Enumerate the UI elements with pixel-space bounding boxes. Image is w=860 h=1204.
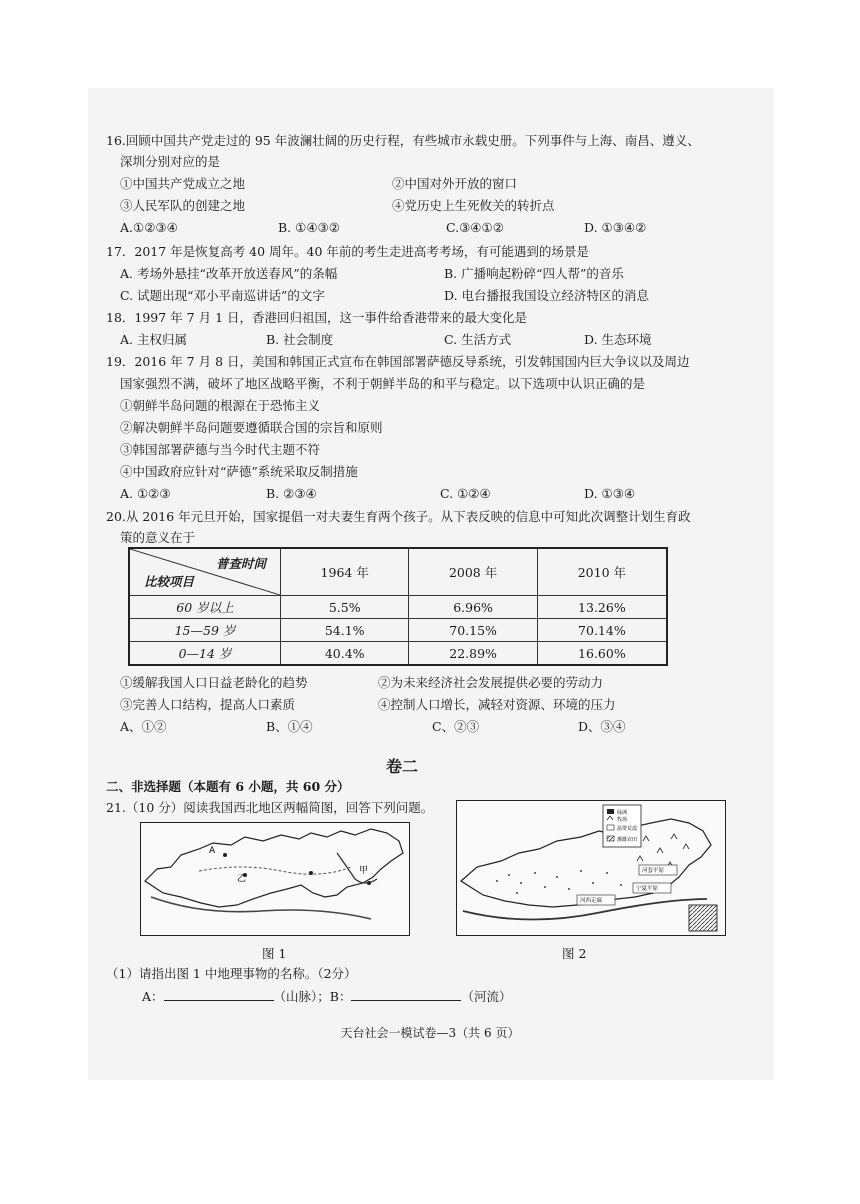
table-cell: 16.60% [537, 642, 667, 666]
label-hetao-plain: 河套平原 [642, 868, 665, 874]
q19-option-b: B. ②③④ [266, 486, 317, 501]
q16-item-1: ①中国共产党成立之地 [120, 176, 246, 191]
header-census-time: 普查时间 [215, 556, 266, 571]
q17-option-c: C. 试题出现“邓小平南巡讲话”的文字 [120, 288, 325, 303]
row-label: 0—14 岁 [129, 642, 281, 666]
q20-option-c: C、②③ [432, 719, 480, 734]
label-ningxia-plain: 宁夏平原 [636, 886, 659, 892]
q16-option-c: C.③④①② [446, 220, 504, 235]
figure-1-caption: 图 1 [262, 946, 287, 961]
q19-option-a: A. ①②③ [120, 486, 171, 501]
section-title: 卷二 [386, 757, 419, 776]
blank-a-suffix: （山脉）；B： [273, 989, 352, 1004]
q20-item-3: ③完善人口结构，提高人口素质 [120, 697, 296, 712]
q19-stem-1: 19．2016 年 7 月 8 日，美国和韩国正式宣布在韩国部署萨德反导系统，引发韩国国内巨大争议以及周边 [106, 354, 690, 369]
table-row [129, 619, 667, 642]
answer-blank-b[interactable] [351, 988, 461, 1001]
table-cell: 6.96% [409, 596, 537, 619]
q16-stem-1: 16.回顾中国共产党走过的 95 年波澜壮阔的历史行程，有些城市永载史册。下列事件与上海、南昌、遵义、 [106, 133, 700, 148]
q20-stem-2: 策的意义在于 [120, 530, 196, 545]
q16-stem-2: 深圳分别对应的是 [120, 154, 221, 169]
table-cell: 54.1% [281, 619, 409, 642]
year-2010: 2010 年 [537, 548, 667, 596]
legend-farmland: 灌溉农田 [617, 837, 638, 843]
figure-2-caption: 图 2 [562, 946, 587, 961]
table-cell: 70.14% [537, 619, 667, 642]
q17-option-b: B. 广播响起粉碎“四人帮”的音乐 [444, 266, 624, 281]
blank-a-prefix: A： [142, 989, 164, 1004]
blank-b-suffix: （河流） [461, 989, 512, 1004]
table-row [129, 596, 667, 619]
q18-option-a: A. 主权归属 [120, 332, 187, 347]
row-label: 15—59 岁 [129, 619, 281, 642]
table-corner-header [129, 548, 281, 596]
q21-sub-1: （1）请指出图 1 中地理事物的名称。（2分） [106, 966, 357, 981]
q16-option-d: D. ①③④② [584, 220, 647, 235]
figure-1-map [140, 822, 410, 936]
northwest-region-land-use [457, 801, 725, 935]
q16-option-a: A.①②③④ [120, 220, 178, 235]
q17-stem: 17．2017 年是恢复高考 40 周年。40 年前的考生走进高考考场，有可能遇到的场景是 [106, 244, 589, 259]
page-footer: 天台社会一模试卷—3（共 6 页） [340, 1026, 520, 1040]
fig1-label-a: A [209, 846, 216, 856]
q16-item-3: ③人民军队的创建之地 [120, 198, 246, 213]
table-cell: 22.89% [409, 642, 537, 666]
q18-option-b: B. 社会制度 [266, 332, 334, 347]
figure-2-map [456, 800, 726, 936]
q20-option-b: B、①④ [266, 719, 313, 734]
legend-desert: 温带荒漠 [617, 826, 638, 832]
table-cell: 13.26% [537, 596, 667, 619]
q16-item-2: ②中国对外开放的窗口 [392, 176, 518, 191]
q17-option-d: D. 电台播报我国设立经济特区的消息 [444, 288, 650, 303]
year-2008: 2008 年 [409, 548, 537, 596]
q19-item-3: ③韩国部署萨德与当今时代主题不符 [120, 442, 321, 457]
table-cell: 70.15% [409, 619, 537, 642]
q21-blank-line [142, 988, 511, 1005]
q20-item-1: ①缓解我国人口日益老龄化的趋势 [120, 675, 308, 690]
table-cell: 5.5% [281, 596, 409, 619]
label-hexi-corridor: 河西走廊 [580, 898, 603, 904]
q20-item-2: ②为未来经济社会发展提供必要的劳动力 [378, 675, 604, 690]
answer-blank-a[interactable] [164, 988, 274, 1001]
legend-pasture: 牧场 [617, 817, 628, 823]
q19-item-1: ①朝鲜半岛问题的根源在于恐怖主义 [120, 398, 321, 413]
part-heading: 二、非选择题（本题有 6 小题，共 60 分） [106, 779, 350, 794]
q20-option-d: D、③④ [578, 719, 626, 734]
fig1-label-jia: 甲 [359, 866, 369, 876]
q18-option-c: C. 生活方式 [444, 332, 512, 347]
year-1964: 1964 年 [281, 548, 409, 596]
q18-stem: 18．1997 年 7 月 1 日，香港回归祖国，这一事件给香港带来的最大变化是 [106, 310, 527, 325]
header-compare-item: 比较项目 [144, 574, 195, 589]
q16-option-b: B. ①④③② [278, 220, 340, 235]
q19-stem-2: 国家强烈不满，破坏了地区战略平衡，不利于朝鲜半岛的和平与稳定。以下选项中认识正确的是 [120, 376, 646, 391]
table-row [129, 642, 667, 666]
fig1-label-yi: 乙 [237, 874, 247, 884]
q19-option-c: C. ①②④ [440, 486, 491, 501]
legend-oasis: 绿洲 [617, 810, 628, 816]
row-label: 60 岁以上 [129, 596, 281, 619]
q17-option-a: A. 考场外悬挂“改革开放送春风”的条幅 [120, 266, 338, 281]
q19-item-2: ②解决朝鲜半岛问题要遵循联合国的宗旨和原则 [120, 420, 383, 435]
q19-item-4: ④中国政府应针对“萨德”系统采取反制措施 [120, 464, 358, 479]
q20-item-4: ④控制人口增长，减轻对资源、环境的压力 [378, 697, 616, 712]
q19-option-d: D. ①③④ [584, 486, 636, 501]
table-cell: 40.4% [281, 642, 409, 666]
q16-item-4: ④党历史上生死攸关的转折点 [392, 198, 555, 213]
q20-stem-1: 20.从 2016 年元旦开始，国家提倡一对夫妻生育两个孩子。从下表反映的信息中可知此次调整计划生育政 [106, 509, 691, 524]
q21-stem: 21.（10 分）阅读我国西北地区两幅简图，回答下列问题。 [106, 800, 434, 815]
q20-option-a: A、①② [120, 719, 167, 734]
population-table [128, 547, 668, 666]
northwest-china-outline [141, 823, 409, 935]
q18-option-d: D. 生态环境 [584, 332, 652, 347]
